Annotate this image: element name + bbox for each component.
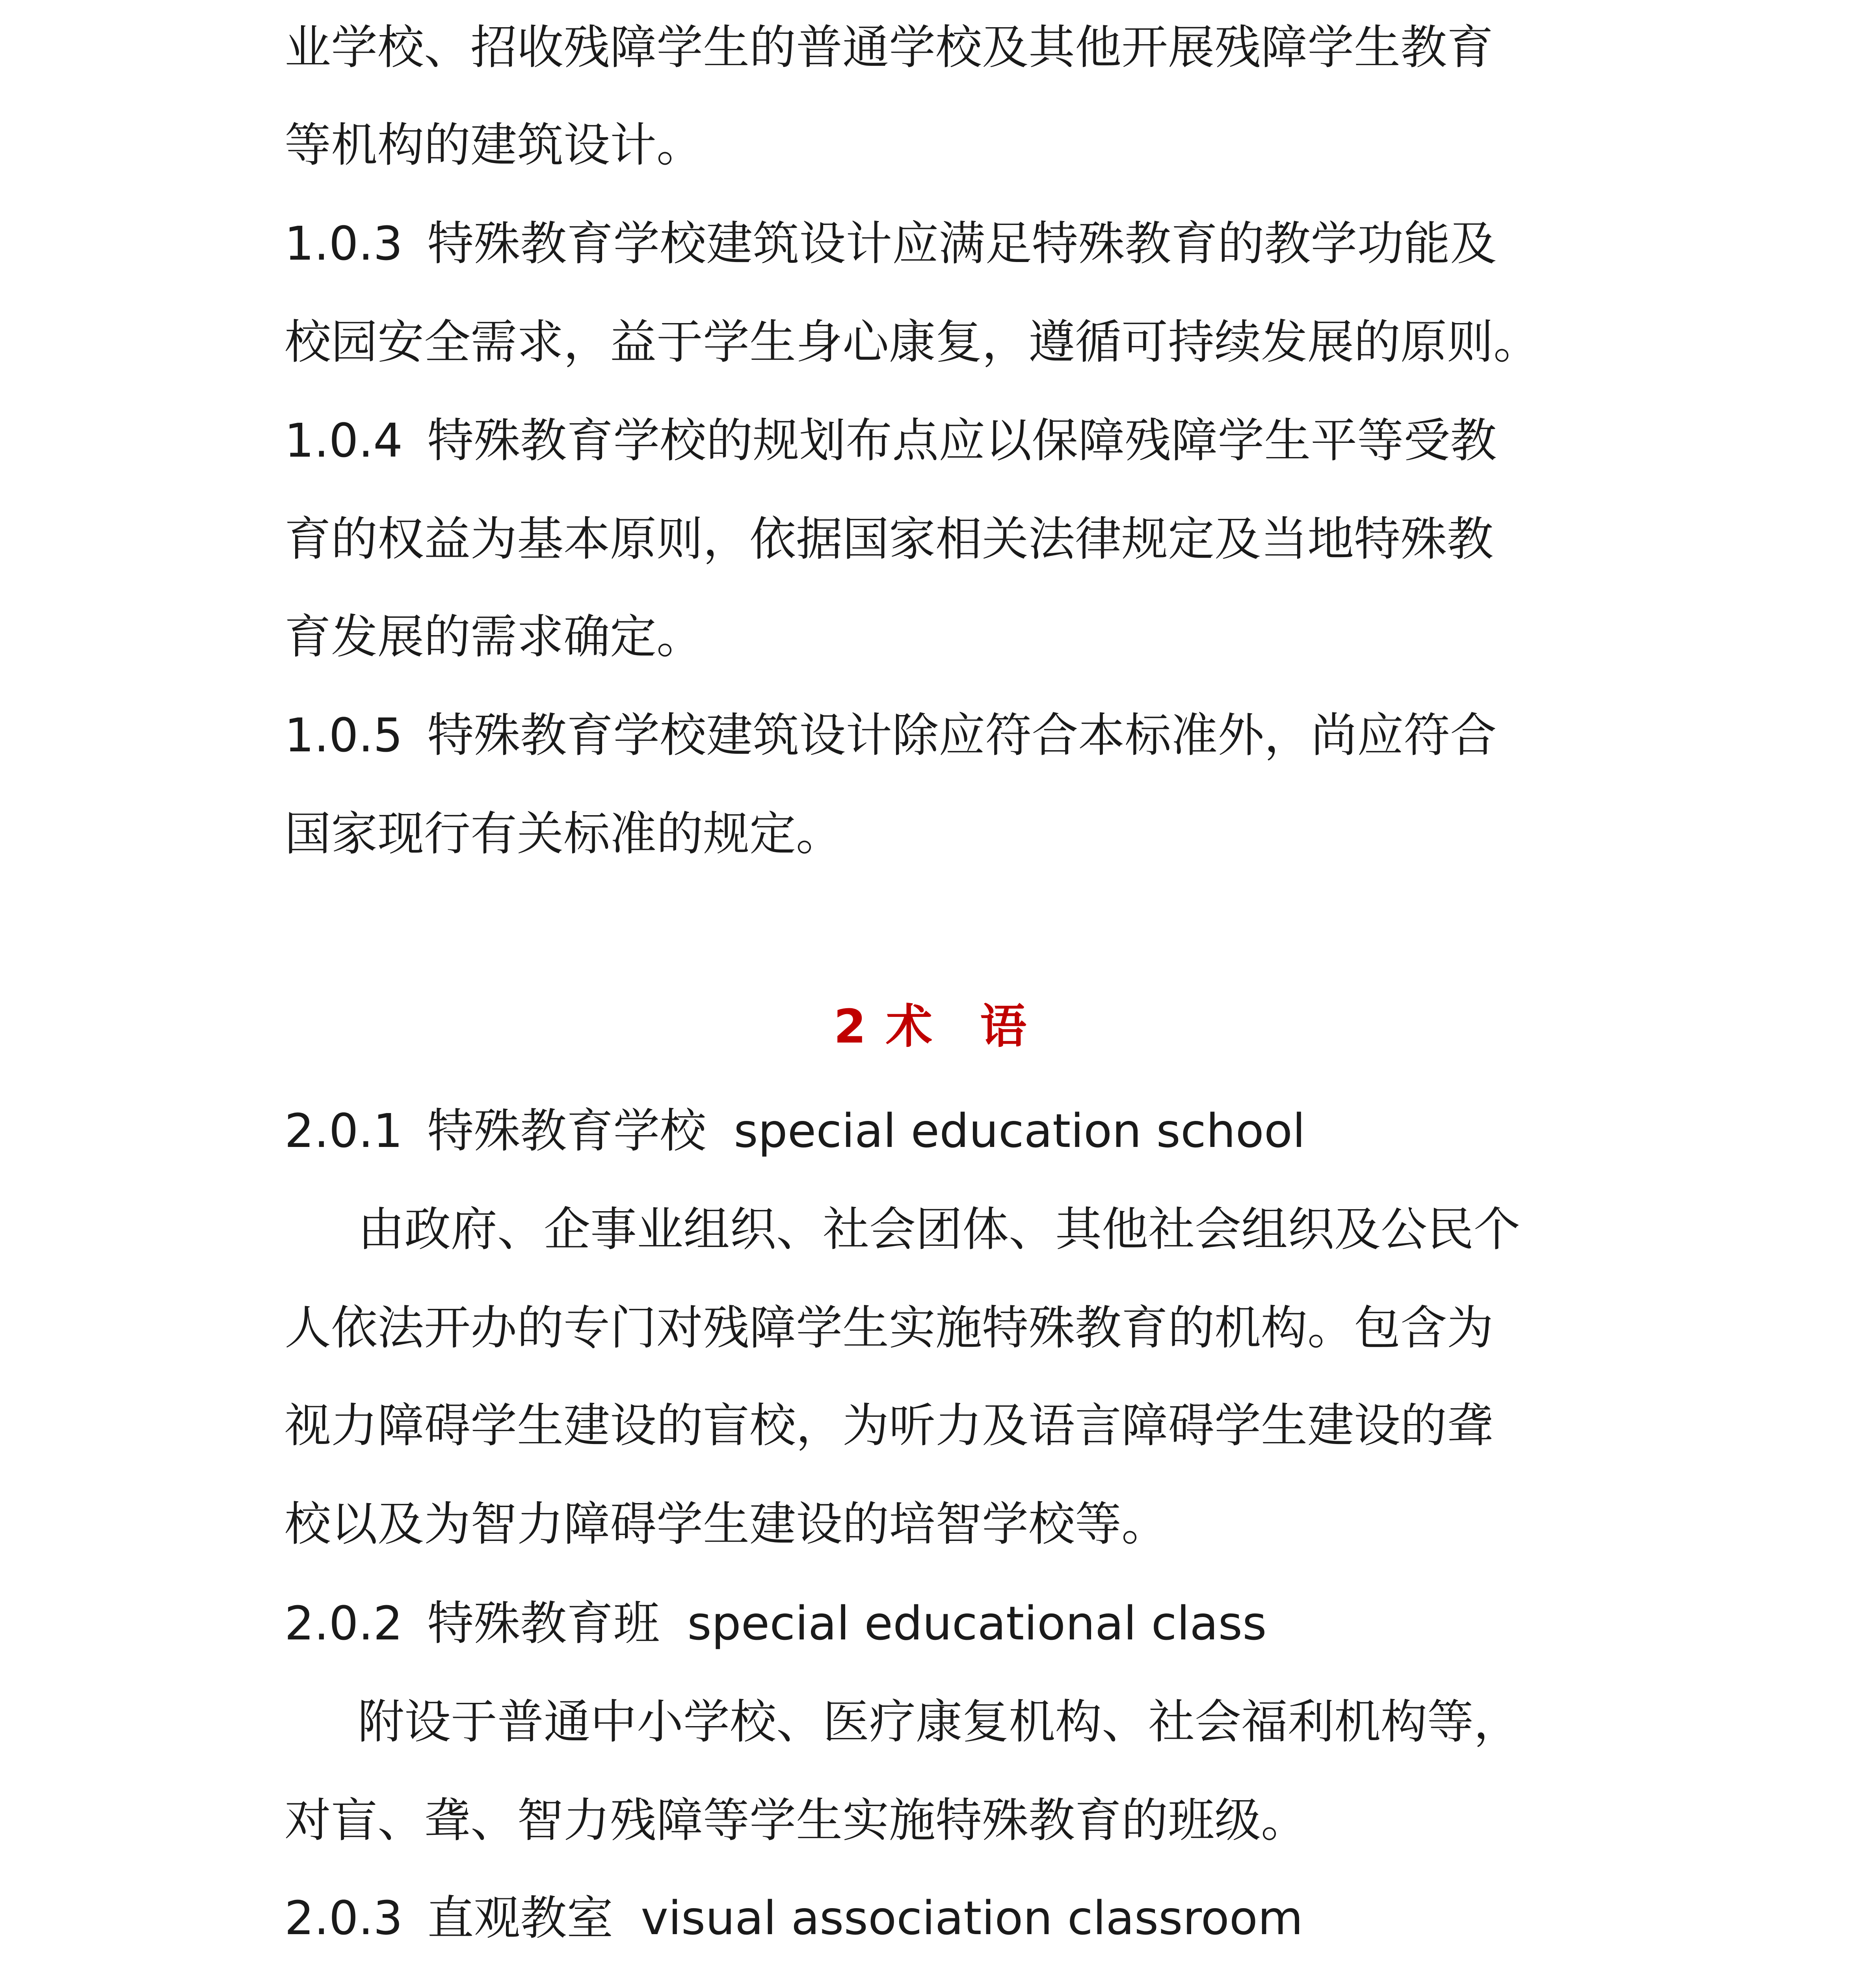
clause-text: 特殊教育学校建筑设计除应符合本标准外，尚应符合 xyxy=(427,708,1497,762)
clause-number: 1.0.5 xyxy=(284,708,403,762)
clause-text: 特殊教育学校的规划布点应以保障残障学生平等受教 xyxy=(427,413,1497,468)
term-name-en: visual association classroom xyxy=(641,1891,1303,1945)
term-number: 2.0.3 xyxy=(284,1891,403,1945)
term-name-cn: 特殊教育学校 xyxy=(427,1104,707,1158)
term-2-0-1-line-4: 校以及为智力障碍学生建设的培智学校等。 xyxy=(284,1497,1168,1551)
term-2-0-1-line-1: 由政府、企事业组织、社会团体、其他社会组织及公民个 xyxy=(358,1202,1521,1256)
section-number: 2 xyxy=(833,999,882,1054)
clause-1-0-4-line-2: 育的权益为基本原则，依据国家相关法律规定及当地特殊教 xyxy=(284,512,1494,566)
term-2-0-2-heading xyxy=(284,1594,1267,1653)
clause-1-0-4-line-1 xyxy=(284,411,1497,470)
clause-1-0-4-line-3: 育发展的需求确定。 xyxy=(284,610,703,664)
term-2-0-2-line-1: 附设于普通中小学校、医疗康复机构、社会福利机构等， xyxy=(358,1695,1521,1749)
clause-number: 1.0.3 xyxy=(284,216,403,271)
term-2-0-1-heading xyxy=(284,1101,1305,1160)
term-number: 2.0.1 xyxy=(284,1104,403,1158)
term-number: 2.0.2 xyxy=(284,1596,403,1650)
term-name-en: special education school xyxy=(734,1104,1305,1158)
term-name-cn: 特殊教育班 xyxy=(427,1596,660,1650)
clause-1-0-2-line-1: 业学校、招收残障学生的普通学校及其他开展残障学生教育 xyxy=(284,20,1494,74)
term-name-cn: 直观教室 xyxy=(427,1891,614,1945)
term-2-0-1-line-3: 视力障碍学生建设的盲校，为听力及语言障碍学生建设的聋 xyxy=(284,1398,1494,1453)
term-2-0-2-line-2: 对盲、聋、智力残障等学生实施特殊教育的班级。 xyxy=(284,1793,1308,1847)
clause-1-0-2-line-2: 等机构的建筑设计。 xyxy=(284,118,703,172)
term-name-en: special educational class xyxy=(687,1596,1267,1650)
clause-1-0-3-line-2: 校园安全需求，益于学生身心康复，遵循可持续发展的原则。 xyxy=(284,315,1540,369)
clause-number: 1.0.4 xyxy=(284,413,403,468)
section-heading xyxy=(0,997,1876,1056)
clause-1-0-5-line-2: 国家现行有关标准的规定。 xyxy=(284,807,843,861)
term-2-0-3-heading xyxy=(284,1888,1303,1948)
clause-1-0-5-line-1 xyxy=(284,706,1497,765)
clause-1-0-3-line-1 xyxy=(284,214,1497,273)
term-2-0-1-line-2: 人依法开办的专门对残障学生实施特殊教育的机构。包含为 xyxy=(284,1301,1494,1355)
clause-text: 特殊教育学校建筑设计应满足特殊教育的教学功能及 xyxy=(427,216,1497,271)
section-title-text: 术 语 xyxy=(886,999,1043,1054)
